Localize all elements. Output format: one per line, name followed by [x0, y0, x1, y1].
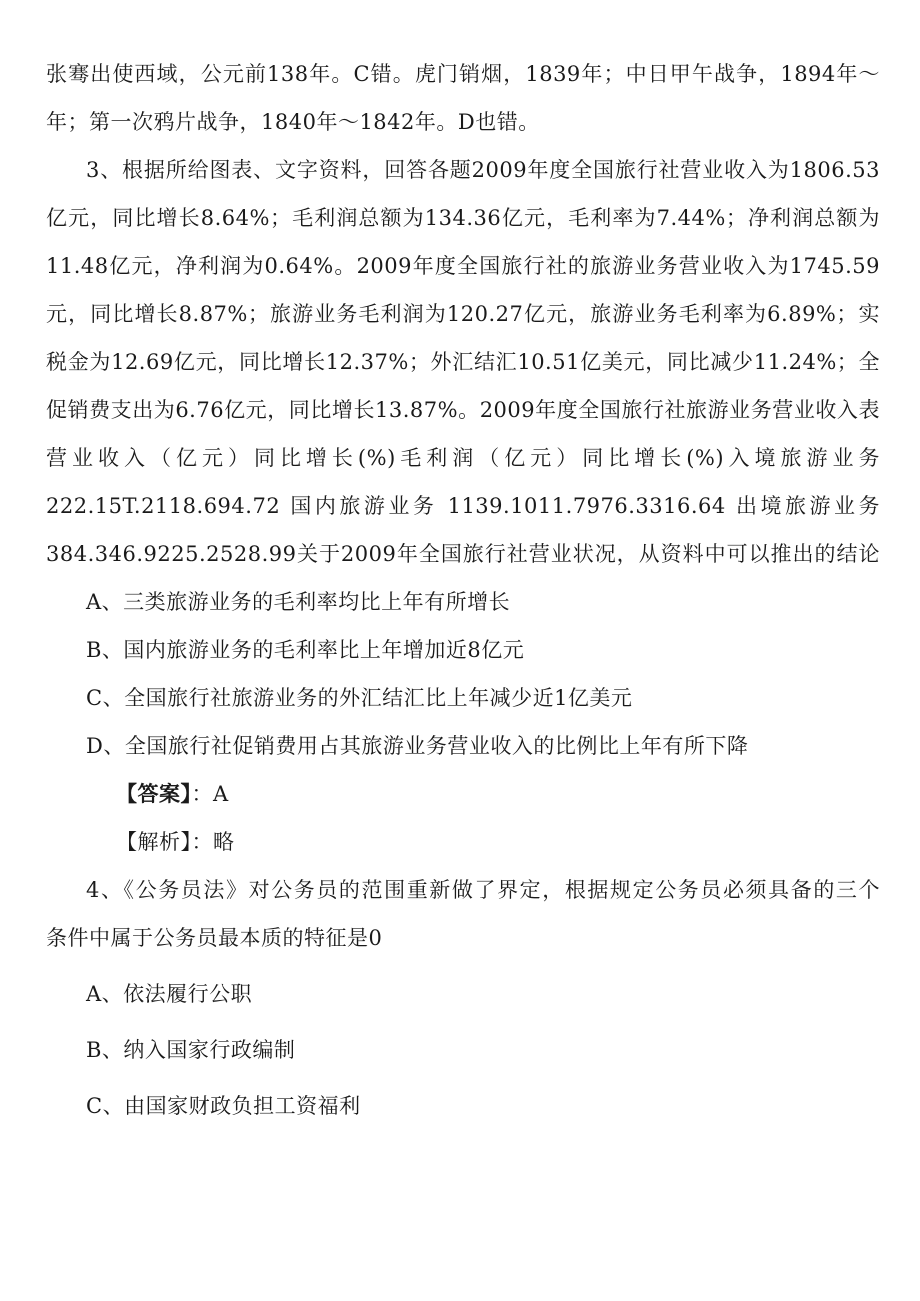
text-line: 亿元，同比增长8.64%；毛利润总额为134.36亿元，毛利率为7.44%；净利润总额为	[46, 206, 880, 230]
text-line: 384.346.9225.2528.99关于2009年全国旅行社营业状况，从资料中可以推出的结论	[46, 542, 880, 566]
analysis-value: ：略	[191, 830, 235, 854]
text-line: 条件中属于公务员最本质的特征是0	[46, 926, 383, 950]
text-line: 11.48亿元，净利润为0.64%。2009年度全国旅行社的旅游业务营业收入为1745.59	[46, 254, 880, 278]
answer-line	[46, 770, 880, 818]
text-line: 年；第一次鸦片战争，1840年～1842年。D也错。	[46, 110, 540, 134]
question-3-stem: 3、根据所给图表、文字资料，回答各题2009年度全国旅行社营业收入为1806.53	[86, 158, 880, 182]
analysis-label: 【解析】	[116, 830, 192, 854]
option-b: B、纳入国家行政编制	[86, 1038, 296, 1062]
option-a: A、三类旅游业务的毛利率均比上年有所增长	[86, 590, 511, 614]
text-line: 营业收入（亿元）同比增长(%)毛利润（亿元）同比增长(%)入境旅游业务	[46, 446, 880, 470]
text-line: 张骞出使西域，公元前138年。C错。虎门销烟，1839年；中日甲午战争，1894年～	[46, 62, 880, 86]
document-page	[46, 50, 880, 1130]
option-c: C、由国家财政负担工资福利	[86, 1094, 361, 1118]
answer-label: 【答案】	[116, 782, 192, 806]
option-d: D、全国旅行社促销费用占其旅游业务营业收入的比例比上年有所下降	[86, 734, 749, 758]
option-b: B、国内旅游业务的毛利率比上年增加近8亿元	[86, 638, 525, 662]
analysis-line	[46, 818, 880, 866]
text-line: 元，同比增长8.87%；旅游业务毛利润为120.27亿元，旅游业务毛利率为6.89%；实	[46, 302, 880, 326]
option-c: C、全国旅行社旅游业务的外汇结汇比上年减少近1亿美元	[86, 686, 633, 710]
text-line: 税金为12.69亿元，同比增长12.37%；外汇结汇10.51亿美元，同比减少11.24%；全	[46, 350, 880, 374]
answer-value: ：A	[191, 782, 229, 806]
question-4-stem: 4、《公务员法》对公务员的范围重新做了界定，根据规定公务员必须具备的三个	[86, 878, 880, 902]
text-line: 222.15T.2118.694.72 国内旅游业务 1139.1011.7976.3316.64 出境旅游业务	[46, 494, 880, 518]
text-line: 促销费支出为6.76亿元，同比增长13.87%。2009年度全国旅行社旅游业务营业收入表	[46, 398, 880, 422]
option-a: A、依法履行公职	[86, 982, 253, 1006]
